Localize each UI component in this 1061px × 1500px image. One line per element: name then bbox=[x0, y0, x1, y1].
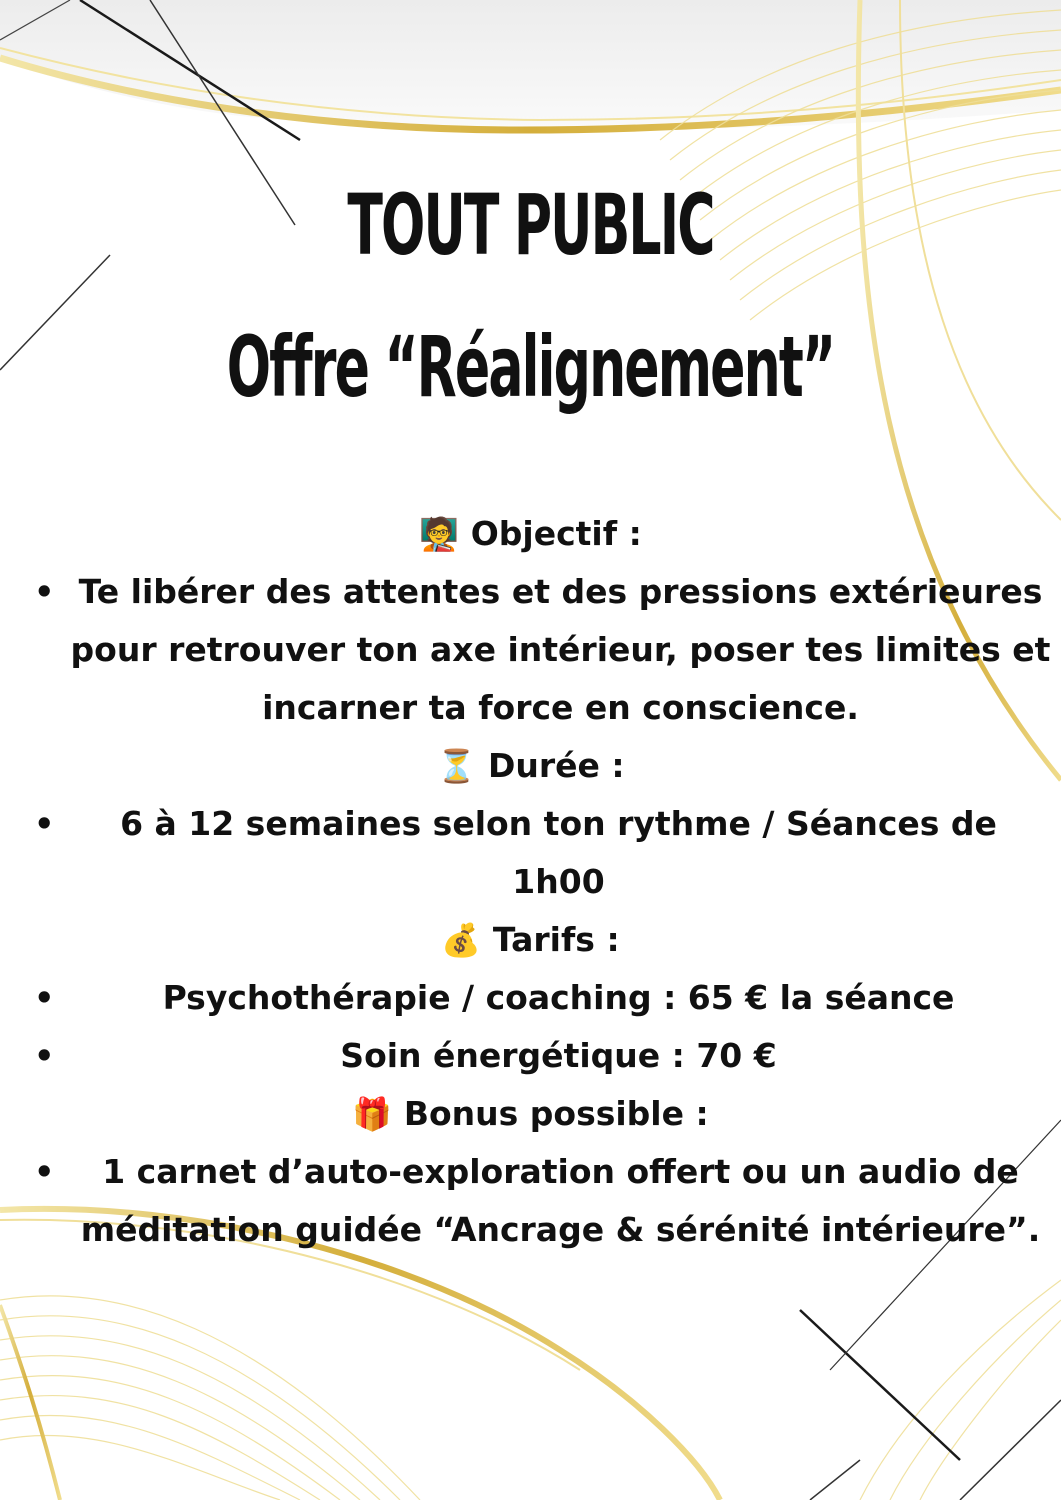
section-bonus-heading bbox=[0, 1085, 1061, 1143]
section-duree-heading bbox=[0, 737, 1061, 795]
tarifs-label: Tarifs : bbox=[492, 920, 620, 959]
tarifs-list bbox=[0, 969, 1061, 1085]
hourglass-icon: ⏳ bbox=[436, 747, 477, 785]
duree-label: Durée : bbox=[487, 746, 625, 785]
objectif-item: • Te libérer des attentes et des pressions extérieures pour retrouver ton axe intérieur, poser tes limites et incarner ta force en conscience. bbox=[0, 563, 1061, 737]
section-objectif-heading bbox=[0, 505, 1061, 563]
title-tout-public: TOUT PUBLIC bbox=[347, 176, 714, 274]
coach-emoji-icon: 🧑‍🏫 bbox=[419, 515, 460, 553]
title-offre-realignement: Offre “Réalignement” bbox=[226, 318, 835, 416]
bonus-label: Bonus possible : bbox=[403, 1094, 709, 1133]
objectif-list bbox=[0, 563, 1061, 737]
section-tarifs-heading bbox=[0, 911, 1061, 969]
money-bag-icon: 💰 bbox=[441, 921, 482, 959]
bonus-item: • 1 carnet d’auto-exploration offert ou un audio de méditation guidée “Ancrage & sérénité intérieure”. bbox=[0, 1143, 1061, 1259]
bonus-list bbox=[0, 1143, 1061, 1259]
duree-item: • 6 à 12 semaines selon ton rythme / Séances de 1h00 bbox=[0, 795, 1061, 911]
gift-icon: 🎁 bbox=[352, 1095, 393, 1133]
tarif-soin-energetique: • Soin énergétique : 70 € bbox=[0, 1027, 1061, 1085]
offer-details bbox=[0, 505, 1061, 1259]
duree-list bbox=[0, 795, 1061, 911]
objectif-label: Objectif : bbox=[470, 514, 642, 553]
tarif-psychotherapie: • Psychothérapie / coaching : 65 € la séance bbox=[0, 969, 1061, 1027]
